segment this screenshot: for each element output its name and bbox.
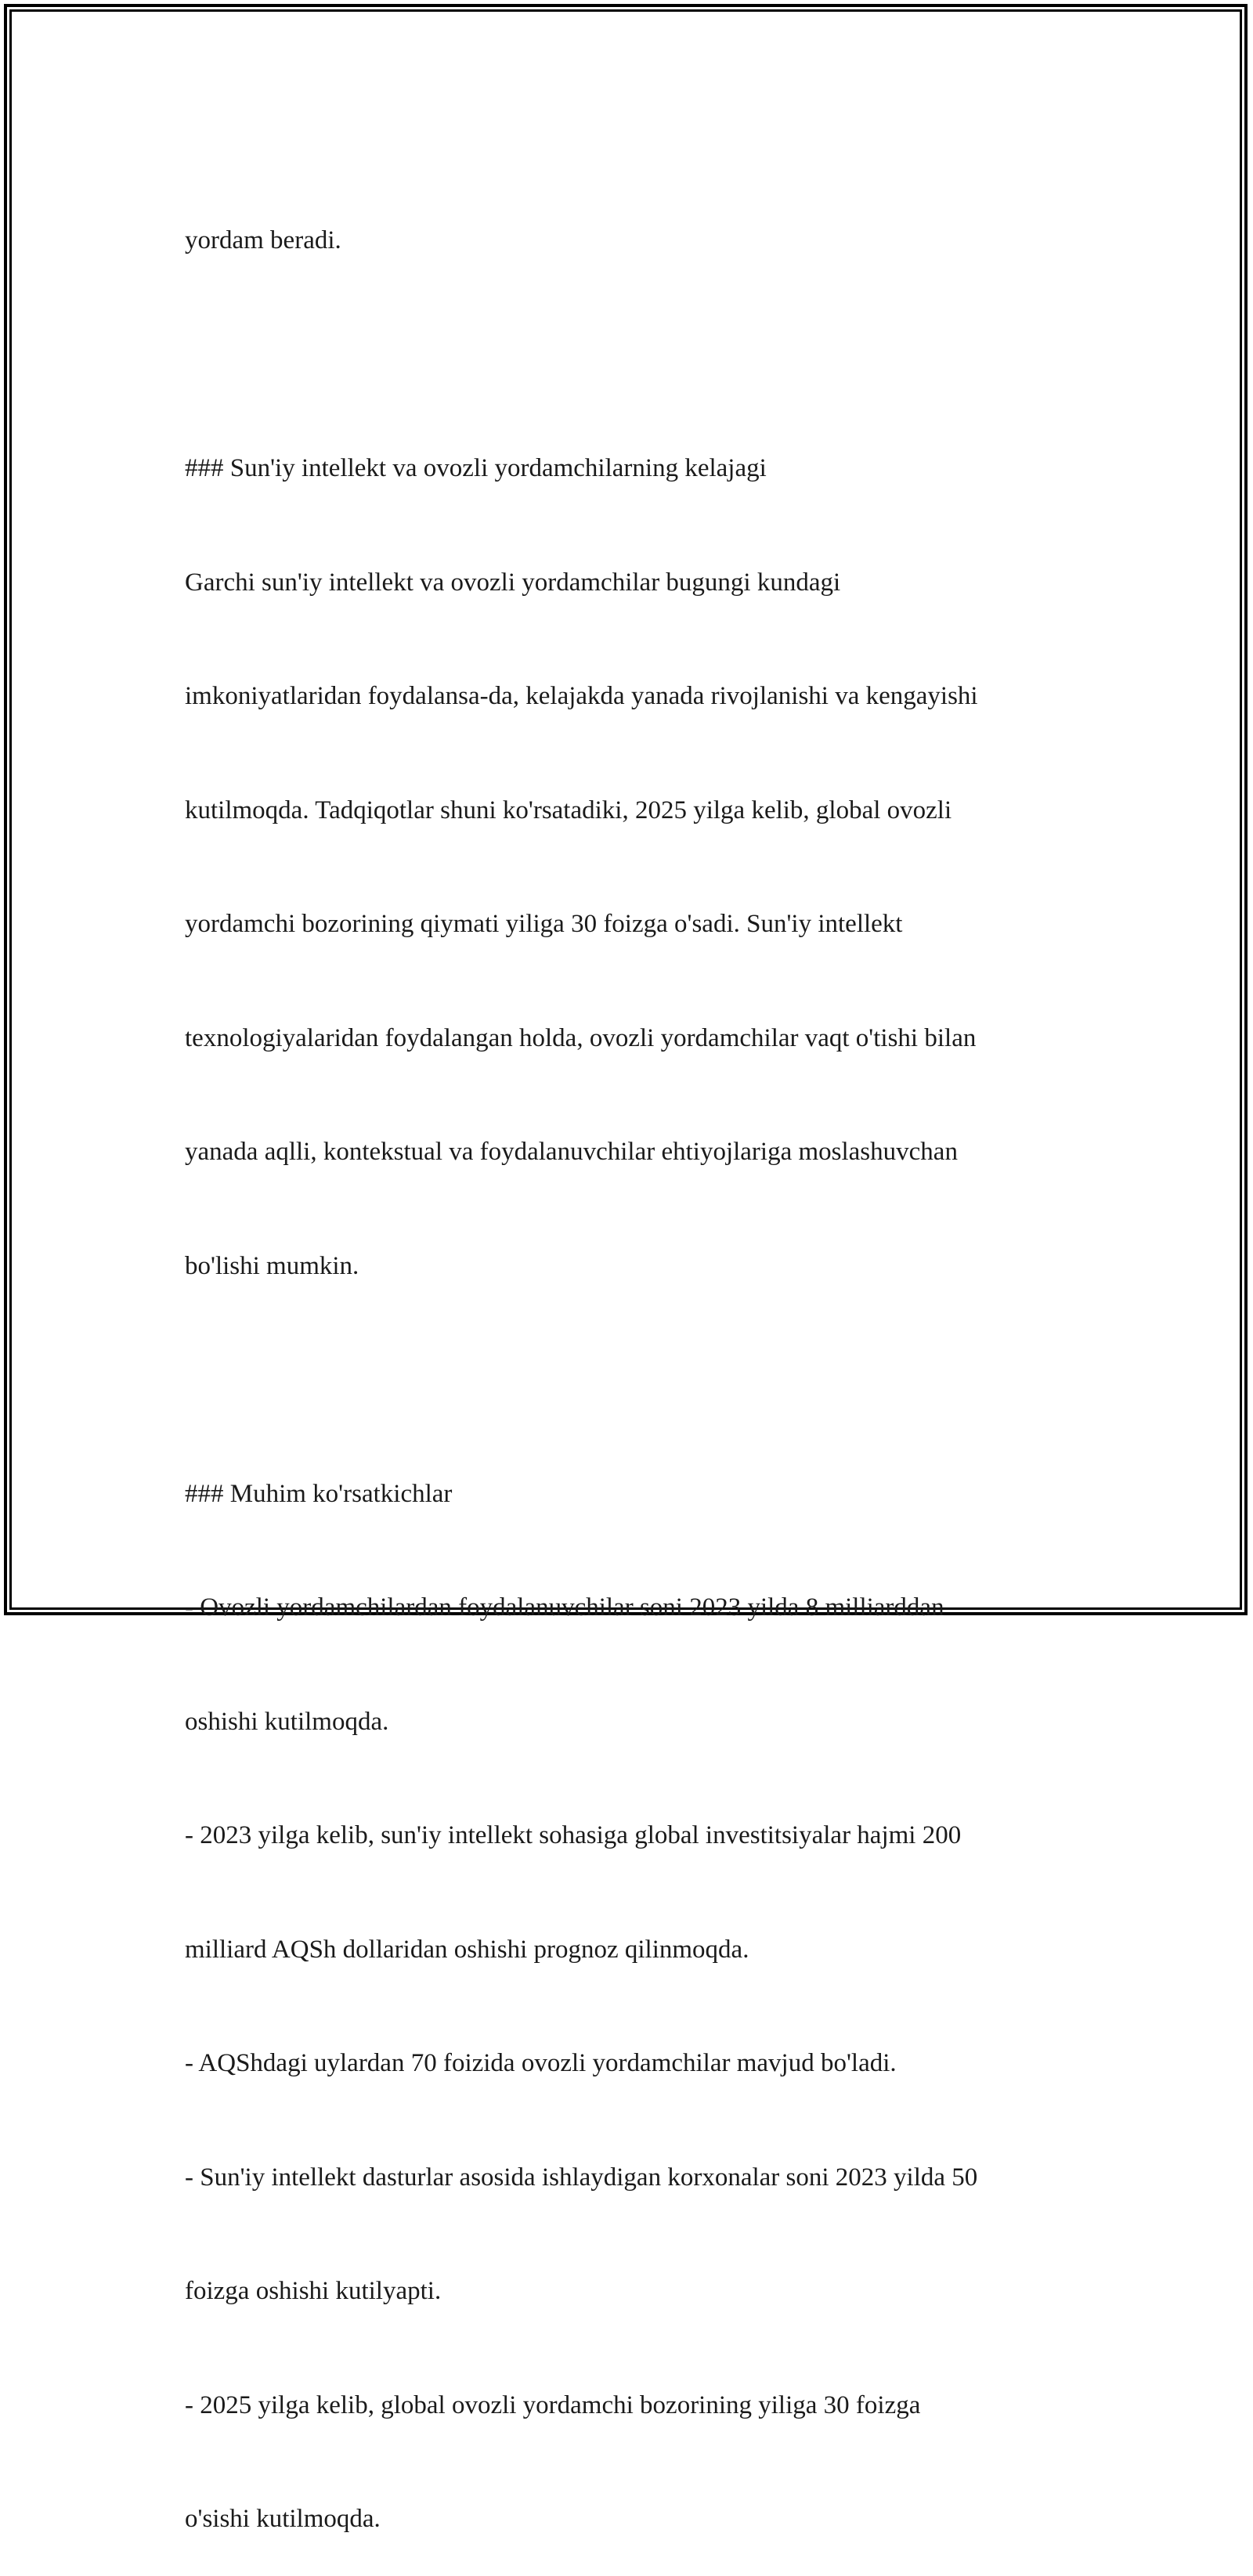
list-item-line: milliard AQSh dollaridan oshishi prognoz qilinmoqda.	[185, 1935, 749, 1964]
list-item-line: - Sun'iy intellekt dasturlar asosida ishlaydigan korxonalar soni 2023 yilda 50	[185, 2163, 978, 2192]
section-heading: ### Sun'iy intellekt va ovozli yordamchilarning kelajagi	[185, 454, 767, 482]
text-line: texnologiyalaridan foydalangan holda, ovozli yordamchilar vaqt o'tishi bilan	[185, 1023, 977, 1052]
text-line: yanada aqlli, kontekstual va foydalanuvchilar ehtiyojlariga moslashuvchan	[185, 1138, 958, 1166]
list-item-line: o'sishi kutilmoqda.	[185, 2505, 381, 2533]
document-body	[185, 146, 1078, 2576]
section-heading: ### Muhim ko'rsatkichlar	[185, 1479, 453, 1508]
blank-line	[185, 336, 1078, 374]
text-line: yordamchi bozorining qiymati yiliga 30 foizga o'sadi. Sun'iy intellekt	[185, 910, 903, 938]
text-line: Garchi sun'iy intellekt va ovozli yordamchilar bugungi kundagi	[185, 568, 841, 597]
list-item-line: - 2023 yilga kelib, sun'iy intellekt sohasiga global investitsiyalar hajmi 200	[185, 1821, 962, 1849]
text-line: imkoniyatlaridan foydalansa-da, kelajakda yanada rivojlanishi va kengayishi	[185, 682, 978, 710]
list-item-line: foizga oshishi kutilyapti.	[185, 2277, 442, 2305]
list-item-line: - Ovozli yordamchilardan foydalanuvchilar soni 2023 yilda 8 milliarddan	[185, 1593, 944, 1622]
list-item-line: - AQShdagi uylardan 70 foizida ovozli yordamchilar mavjud bo'ladi.	[185, 2049, 897, 2077]
text-line: bo'lishi mumkin.	[185, 1251, 359, 1280]
list-item-line: - 2025 yilga kelib, global ovozli yordamchi bozorining yiliga 30 foizga	[185, 2390, 921, 2419]
text-line: kutilmoqda. Tadqiqotlar shuni ko'rsatadiki, 2025 yilga kelib, global ovozli	[185, 796, 952, 824]
blank-line	[185, 1361, 1078, 1399]
text-line: yordam beradi.	[185, 226, 341, 254]
list-item-line: oshishi kutilmoqda.	[185, 1707, 389, 1736]
